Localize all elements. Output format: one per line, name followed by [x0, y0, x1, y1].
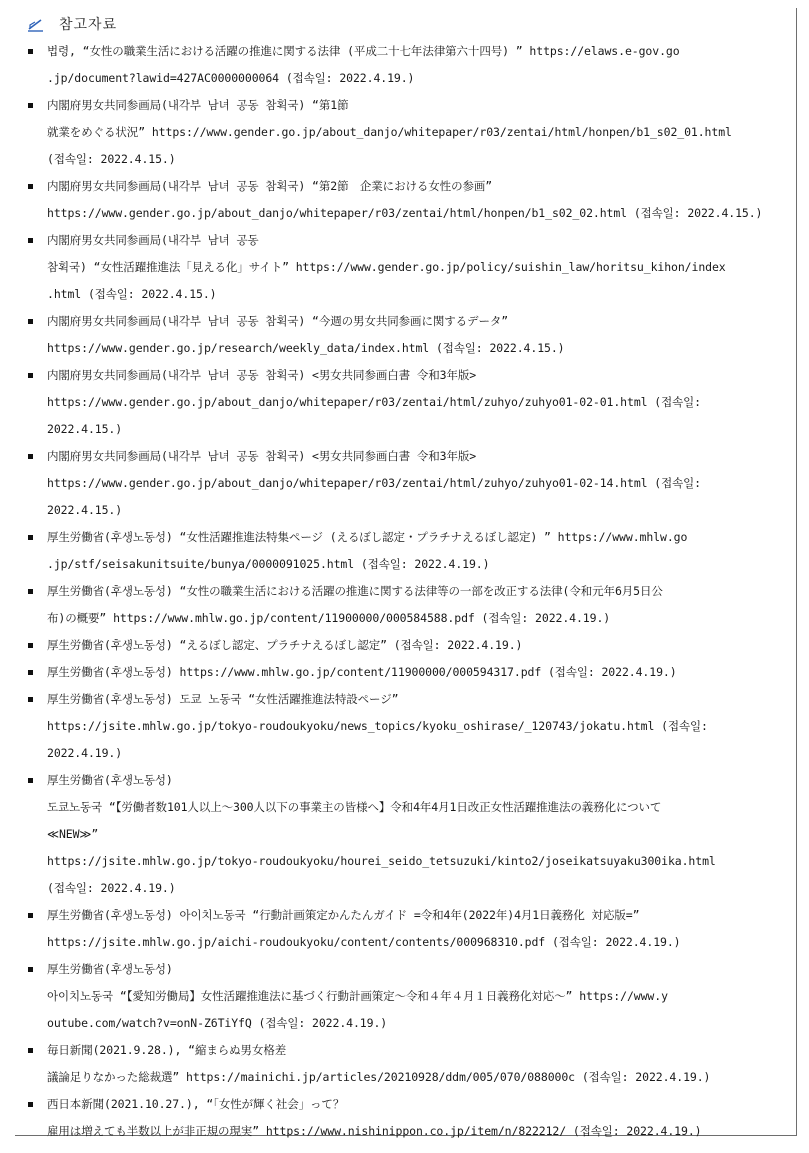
section-header	[27, 12, 117, 36]
reference-line: ≪NEW≫”	[47, 827, 99, 841]
reference-list	[15, 38, 797, 1145]
reference-item	[15, 1037, 797, 1091]
bullet-icon	[28, 373, 33, 378]
reference-item	[15, 524, 797, 578]
reference-item	[15, 92, 797, 173]
reference-line: 毎日新聞(2021.9.28.), “縮まらぬ男女格差	[47, 1043, 287, 1057]
reference-line: 内閣府男女共同参画局(내각부 남녀 공동 참획국) “今週の男女共同参画に関するデータ”	[47, 314, 509, 328]
bullet-icon	[28, 184, 33, 189]
reference-line: 西日本新聞(2021.10.27.), “「女性が輝く社会」って？	[47, 1097, 345, 1111]
reference-line: https://www.gender.go.jp/research/weekly_data/index.html (접속일: 2022.4.15.)	[47, 341, 565, 355]
reference-item	[15, 173, 797, 227]
reference-line: 議論足りなかった総裁選” https://mainichi.jp/articles/20210928/ddm/005/070/088000c (접속일: 2022.4.19.)	[47, 1070, 711, 1084]
reference-line: https://www.gender.go.jp/about_danjo/whitepaper/r03/zentai/html/honpen/b1_s02_02.html (접속일: 2022.4.15.)	[47, 206, 763, 220]
reference-line: https://www.gender.go.jp/about_danjo/whitepaper/r03/zentai/html/zuhyo/zuhyo01-02-01.html (접속일:	[47, 395, 701, 409]
bullet-icon	[28, 535, 33, 540]
reference-line: 布)の概要” https://www.mhlw.go.jp/content/11900000/000584588.pdf (접속일: 2022.4.19.)	[47, 611, 611, 625]
reference-line: https://jsite.mhlw.go.jp/tokyo-roudoukyoku/news_topics/kyoku_oshirase/_120743/jokatu.html (접속일:	[47, 719, 708, 733]
reference-item	[15, 902, 797, 956]
reference-item	[15, 578, 797, 632]
bullet-icon	[28, 697, 33, 702]
reference-line: 内閣府男女共同参画局(내각부 남녀 공동 참획국) “第2節 企業における女性の参画”	[47, 179, 493, 193]
bullet-icon	[28, 1102, 33, 1107]
reference-line: 2022.4.15.)	[47, 422, 123, 436]
reference-line: https://jsite.mhlw.go.jp/aichi-roudoukyoku/content/contents/000968310.pdf (접속일: 2022.4.19.)	[47, 935, 681, 949]
bullet-icon	[28, 913, 33, 918]
reference-item	[15, 956, 797, 1037]
bullet-icon	[28, 454, 33, 459]
reference-line: 内閣府男女共同参画局(내각부 남녀 공동 참획국) <男女共同参画白書 令和3年版>	[47, 368, 477, 382]
reference-line: 厚生労働省(후생노동성)	[47, 962, 173, 976]
reference-item	[15, 443, 797, 524]
reference-item	[15, 767, 797, 902]
bullet-icon	[28, 1048, 33, 1053]
reference-line: 厚生労働省(후생노동성) 도쿄 노동국 “女性活躍推進法特設ページ”	[47, 692, 399, 706]
reference-line: 厚生労働省(후생노동성) “女性活躍推進法特集ページ (えるぼし認定・プラチナえるぼし認定) ” https://www.mhlw.go	[47, 530, 688, 544]
reference-line: https://www.gender.go.jp/about_danjo/whitepaper/r03/zentai/html/zuhyo/zuhyo01-02-14.html (접속일:	[47, 476, 701, 490]
bullet-icon	[28, 103, 33, 108]
document-page	[15, 8, 797, 1136]
reference-line: .jp/document?lawid=427AC0000000064 (접속일: 2022.4.19.)	[47, 71, 415, 85]
bullet-icon	[28, 238, 33, 243]
reference-line: 厚生労働省(후생노동성) “女性の職業生活における活躍の推進に関する法律等の一部を改正する法律(令和元年6月5日公	[47, 584, 663, 598]
reference-line: 2022.4.15.)	[47, 503, 123, 517]
bullet-icon	[28, 589, 33, 594]
reference-line: .html (접속일: 2022.4.15.)	[47, 287, 217, 301]
reference-item	[15, 1091, 797, 1145]
reference-line: 아이치노동국 “【愛知労働局】女性活躍推進法に基づく行動計画策定～令和４年４月１日義務化対応～” https://www.y	[47, 989, 668, 1003]
reference-line: 厚生労働省(후생노동성) https://www.mhlw.go.jp/content/11900000/000594317.pdf (접속일: 2022.4.19.)	[47, 665, 677, 679]
reference-line: https://jsite.mhlw.go.jp/tokyo-roudoukyoku/hourei_seido_tetsuzuki/kinto2/joseikatsuyaku300ika.html	[47, 854, 716, 868]
section-title: 참고자료	[59, 17, 118, 33]
bullet-icon	[28, 643, 33, 648]
reference-line: 雇用は増えても半数以上が非正規の現実” https://www.nishinippon.co.jp/item/n/822212/ (접속일: 2022.4.19.)	[47, 1124, 702, 1138]
pencil-note-icon	[27, 16, 45, 32]
reference-item	[15, 659, 797, 686]
reference-line: 内閣府男女共同参画局(내각부 남녀 공동 참획국) <男女共同参画白書 令和3年版>	[47, 449, 477, 463]
reference-item	[15, 308, 797, 362]
reference-line: outube.com/watch?v=onN-Z6TiYfQ (접속일: 2022.4.19.)	[47, 1016, 388, 1030]
bullet-icon	[28, 670, 33, 675]
reference-line: (접속일: 2022.4.15.)	[47, 152, 176, 166]
reference-item	[15, 227, 797, 308]
reference-line: 厚生労働省(후생노동성) 아이치노동국 “行動計画策定かんたんガイド =令和4年(2022年)4月1日義務化 対応版=”	[47, 908, 640, 922]
reference-item	[15, 632, 797, 659]
reference-line: 2022.4.19.)	[47, 746, 123, 760]
reference-line: .jp/stf/seisakunitsuite/bunya/0000091025.html (접속일: 2022.4.19.)	[47, 557, 490, 571]
reference-line: 内閣府男女共同参画局(내각부 남녀 공동 참획국) “第1節	[47, 98, 349, 112]
reference-line: 就業をめぐる状況” https://www.gender.go.jp/about_danjo/whitepaper/r03/zentai/html/honpen/b1_s02_01.html	[47, 125, 732, 139]
reference-item	[15, 362, 797, 443]
reference-line: 법령, “女性の職業生活における活躍の推進に関する法律 (平成二十七年法律第六十四号) ” https://elaws.e-gov.go	[47, 44, 680, 58]
reference-line: 厚生労働省(후생노동성)	[47, 773, 173, 787]
bullet-icon	[28, 319, 33, 324]
reference-line: (접속일: 2022.4.19.)	[47, 881, 176, 895]
reference-line: 도쿄노동국 “【労働者数101人以上～300人以下の事業主の皆様へ】令和4年4月1日改正女性活躍推進法の義務化について	[47, 800, 662, 814]
reference-item	[15, 686, 797, 767]
bullet-icon	[28, 778, 33, 783]
bullet-icon	[28, 49, 33, 54]
reference-line: 참획국) “女性活躍推進法「見える化」サイト” https://www.gender.go.jp/policy/suishin_law/horitsu_kihon/index	[47, 260, 726, 274]
reference-item	[15, 38, 797, 92]
reference-line: 厚生労働省(후생노동성) “えるぼし認定、プラチナえるぼし認定” (접속일: 2022.4.19.)	[47, 638, 523, 652]
bullet-icon	[28, 967, 33, 972]
reference-line: 内閣府男女共同参画局(내각부 남녀 공동	[47, 233, 259, 247]
